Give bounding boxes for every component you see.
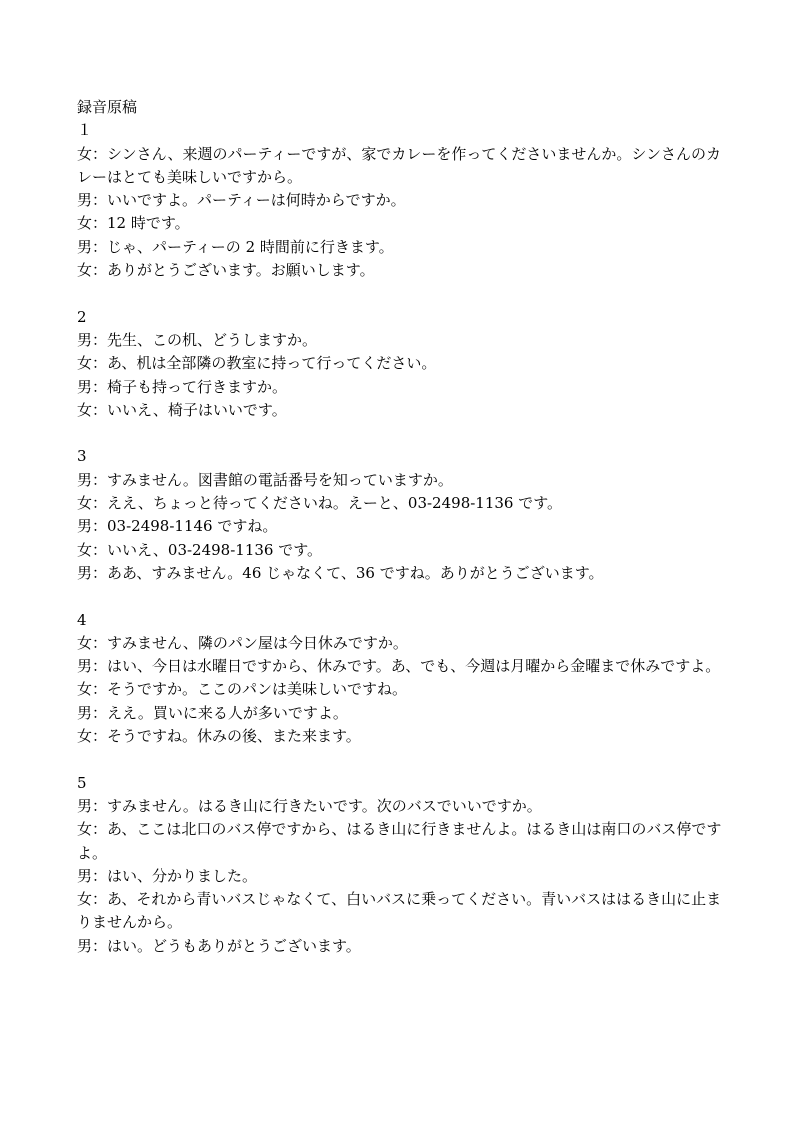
dialogue-line: 女：12 時です。	[77, 214, 190, 233]
dialogue-line: 女：あ、それから青いバスじゃなくて、白いバスに乗ってください。青いバスははるき山に止まりませんから。	[77, 890, 722, 932]
document-title: 録音原稿	[77, 98, 138, 116]
dialogue-line: 男：ええ。買いに来る人が多いですよ。	[77, 703, 348, 722]
dialogue-line: 男：先生、この机、どうしますか。	[77, 330, 318, 349]
dialogue-line: 女：すみません、隣のパン屋は今日休みですか。	[77, 633, 408, 652]
dialogue-line: 女：あ、ここは北口のバス停ですから、はるき山に行きませんよ。はるき山は南口のバス停ですよ。	[77, 820, 722, 862]
dialogue-line: 男：すみません。図書館の電話番号を知っていますか。	[77, 470, 453, 489]
section-number: 3	[77, 447, 87, 466]
section-number: １	[77, 121, 93, 140]
dialogue-line: 女：そうですね。休みの後、また来ます。	[77, 727, 361, 746]
dialogue-section-5	[77, 772, 727, 958]
dialogue-section-2	[77, 306, 727, 422]
dialogue-line: 男：椅子も持って行きますか。	[77, 377, 288, 396]
dialogue-line: 女：ええ、ちょっと待ってくださいね。えーと、03-2498-1136 です。	[77, 494, 563, 513]
dialogue-line: 女：シンさん、来週のパーティーですが、家でカレーを作ってくださいませんか。シンさんのカレーはとても美味しいですから。	[77, 144, 721, 186]
dialogue-line: 女：いいえ、03-2498-1136 です。	[77, 540, 323, 559]
dialogue-line: 男：いいですよ。パーティーは何時からですか。	[77, 191, 406, 210]
dialogue-line: 男：すみません。はるき山に行きたいです。次のバスでいいですか。	[77, 796, 542, 815]
dialogue-line: 女：ありがとうございます。お願いします。	[77, 261, 375, 280]
dialogue-section-4	[77, 609, 727, 749]
dialogue-line: 男：はい、今日は水曜日ですから、休みです。あ、でも、今週は月曜から金曜まで休みですよ。	[77, 657, 721, 676]
dialogue-section-3	[77, 445, 727, 585]
section-number: 4	[77, 610, 87, 629]
section-number: 2	[77, 307, 87, 326]
dialogue-line: 男：03-2498-1146 ですね。	[77, 517, 278, 536]
transcript-body	[77, 96, 727, 981]
dialogue-line: 男：はい。どうもありがとうございます。	[77, 936, 361, 955]
dialogue-line: 男：じゃ、パーティーの 2 時間前に行きます。	[77, 237, 394, 256]
dialogue-line: 女：いいえ、椅子はいいです。	[77, 400, 287, 419]
dialogue-line: 男：はい、分かりました。	[77, 866, 258, 885]
section-number: 5	[77, 773, 87, 792]
dialogue-section-1	[77, 119, 727, 282]
dialogue-line: 男：ああ、すみません。46 じゃなくて、36 ですね。ありがとうございます。	[77, 563, 604, 582]
dialogue-line: 女：あ、机は全部隣の教室に持って行ってください。	[77, 354, 437, 373]
dialogue-line: 女：そうですか。ここのパンは美味しいですね。	[77, 680, 408, 699]
